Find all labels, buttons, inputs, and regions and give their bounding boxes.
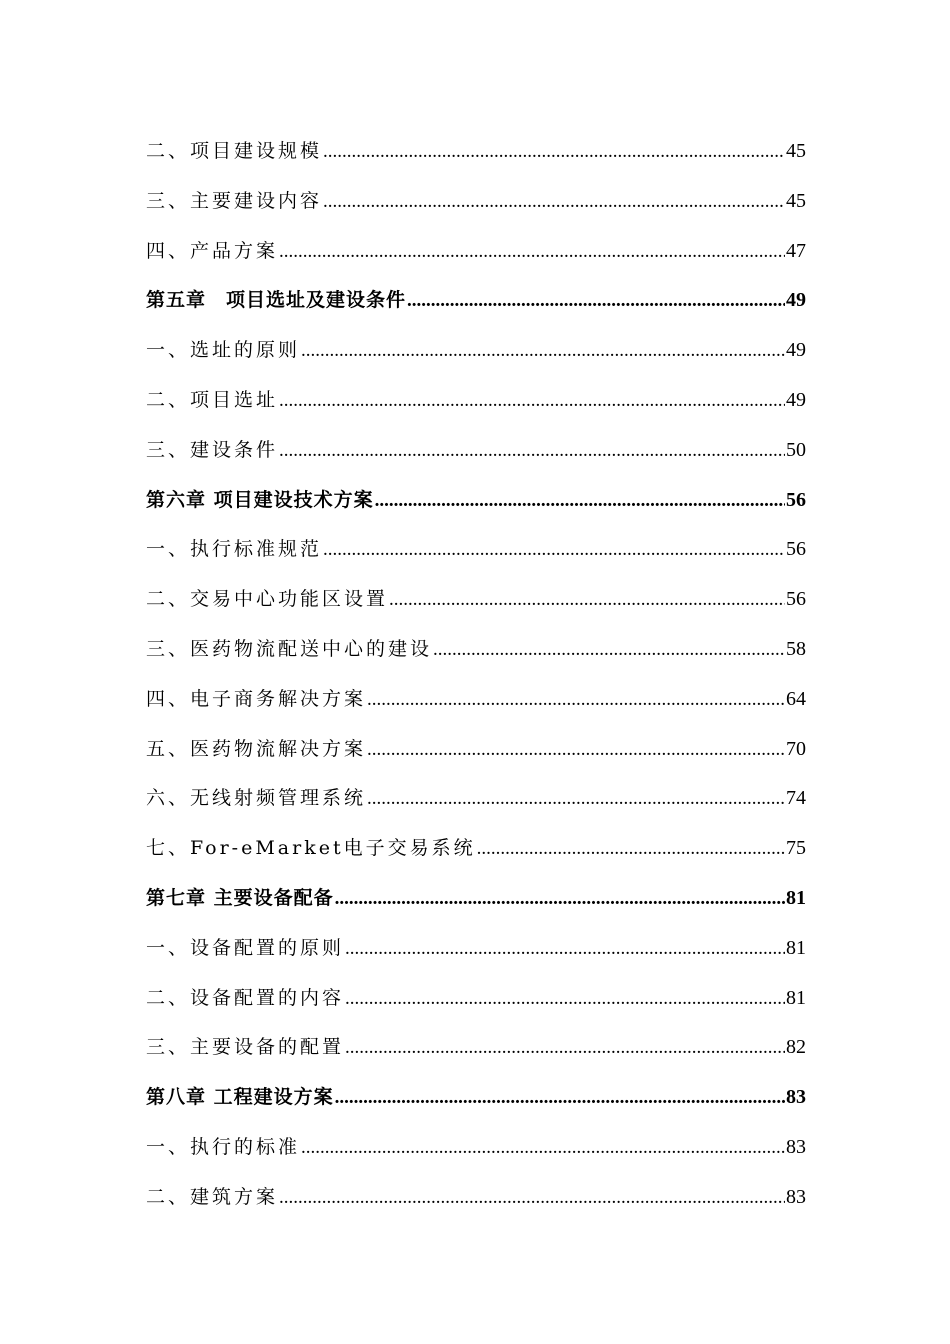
toc-dot-leader: [335, 880, 785, 917]
toc-chapter-title: 第六章 项目建设技术方案: [146, 488, 374, 511]
toc-dot-leader: [477, 830, 785, 867]
toc-entry-page: 64: [786, 687, 806, 710]
toc-chapter-title: 第八章 工程建设方案: [146, 1086, 334, 1109]
toc-entry[interactable]: [146, 1129, 806, 1179]
toc-entry[interactable]: [146, 830, 806, 880]
toc-dot-leader: [367, 731, 785, 768]
toc-entry[interactable]: [146, 332, 806, 382]
toc-dot-leader: [367, 780, 785, 817]
toc-entry[interactable]: [146, 382, 806, 432]
toc-entry-page: 75: [786, 837, 806, 860]
toc-entry-title: 一、设备配置的原则: [146, 936, 345, 959]
toc-chapter-entry[interactable]: [146, 880, 806, 930]
toc-entry-title: 二、设备配置的内容: [146, 986, 345, 1009]
toc-entry[interactable]: [146, 133, 806, 183]
toc-entry[interactable]: [146, 631, 806, 681]
toc-entry[interactable]: [146, 233, 806, 283]
toc-entry[interactable]: [146, 581, 806, 631]
toc-dot-leader: [375, 482, 785, 519]
toc-entry-title: 五、医药物流解决方案: [146, 737, 367, 760]
toc-chapter-title: 第七章 主要设备配备: [146, 886, 334, 909]
toc-dot-leader: [335, 1079, 785, 1116]
toc-entry[interactable]: [146, 731, 806, 781]
toc-dot-leader: [389, 581, 785, 618]
toc-entry[interactable]: [146, 1179, 806, 1229]
toc-dot-leader: [345, 980, 785, 1017]
toc-entry-page: 45: [786, 140, 806, 162]
toc-entry-title: 三、医药物流配送中心的建设: [146, 637, 433, 660]
toc-dot-leader: [323, 183, 785, 220]
toc-dot-leader: [407, 282, 785, 319]
toc-chapter-page: 56: [786, 488, 806, 511]
toc-chapter-title: 第五章 项目选址及建设条件: [146, 289, 407, 312]
table-of-contents: [146, 133, 806, 1229]
toc-entry-page: 82: [786, 1036, 806, 1059]
toc-entry-title: 二、建筑方案: [146, 1185, 279, 1208]
toc-chapter-page: 83: [786, 1086, 806, 1109]
toc-entry[interactable]: [146, 531, 806, 581]
toc-entry-page: 50: [786, 438, 806, 461]
toc-entry-page: 45: [786, 189, 806, 212]
toc-dot-leader: [301, 332, 785, 369]
toc-chapter-entry[interactable]: [146, 1079, 806, 1129]
toc-chapter-entry[interactable]: [146, 482, 806, 532]
toc-dot-leader: [279, 233, 785, 270]
toc-entry-page: 70: [786, 737, 806, 760]
toc-dot-leader: [279, 432, 785, 469]
toc-dot-leader: [345, 930, 785, 967]
toc-entry-title: 三、建设条件: [146, 438, 279, 461]
toc-entry-page: 74: [786, 787, 806, 810]
toc-dot-leader: [279, 1179, 785, 1216]
toc-chapter-page: 49: [786, 289, 806, 312]
toc-entry-page: 83: [786, 1185, 806, 1208]
toc-entry[interactable]: [146, 681, 806, 731]
toc-entry-title: 一、选址的原则: [146, 339, 301, 362]
toc-entry-page: 83: [786, 1135, 806, 1158]
toc-dot-leader: [345, 1029, 785, 1066]
toc-entry[interactable]: [146, 183, 806, 233]
toc-dot-leader: [323, 531, 785, 568]
toc-entry-title: 四、电子商务解决方案: [146, 687, 367, 710]
toc-entry-title: 七、For-eMarket电子交易系统: [146, 837, 476, 860]
toc-entry-title: 二、交易中心功能区设置: [146, 588, 389, 611]
toc-entry-title: 二、项目选址: [146, 388, 279, 411]
toc-entry-page: 81: [786, 986, 806, 1009]
toc-entry-title: 一、执行的标准: [146, 1135, 301, 1158]
toc-entry-page: 56: [786, 588, 806, 611]
toc-dot-leader: [323, 133, 785, 170]
toc-entry[interactable]: [146, 980, 806, 1030]
toc-entry-title: 六、无线射频管理系统: [146, 787, 367, 810]
toc-entry[interactable]: [146, 930, 806, 980]
toc-dot-leader: [279, 382, 785, 419]
toc-entry[interactable]: [146, 1029, 806, 1079]
toc-entry-title: 三、主要建设内容: [146, 189, 323, 212]
toc-entry-page: 49: [786, 388, 806, 411]
toc-chapter-page: 81: [786, 886, 806, 909]
toc-entry-page: 81: [786, 936, 806, 959]
toc-dot-leader: [301, 1129, 785, 1166]
toc-entry-title: 三、主要设备的配置: [146, 1036, 345, 1059]
toc-entry-title: 四、产品方案: [146, 239, 279, 262]
toc-entry-title: 一、执行标准规范: [146, 538, 323, 561]
toc-entry-page: 49: [786, 339, 806, 362]
toc-chapter-entry[interactable]: [146, 282, 806, 332]
toc-entry[interactable]: [146, 432, 806, 482]
toc-entry-page: 58: [786, 637, 806, 660]
toc-dot-leader: [367, 681, 785, 718]
toc-entry[interactable]: [146, 780, 806, 830]
toc-entry-page: 56: [786, 538, 806, 561]
toc-dot-leader: [433, 631, 785, 668]
toc-entry-title: 二、项目建设规模: [146, 140, 323, 162]
toc-entry-page: 47: [786, 239, 806, 262]
